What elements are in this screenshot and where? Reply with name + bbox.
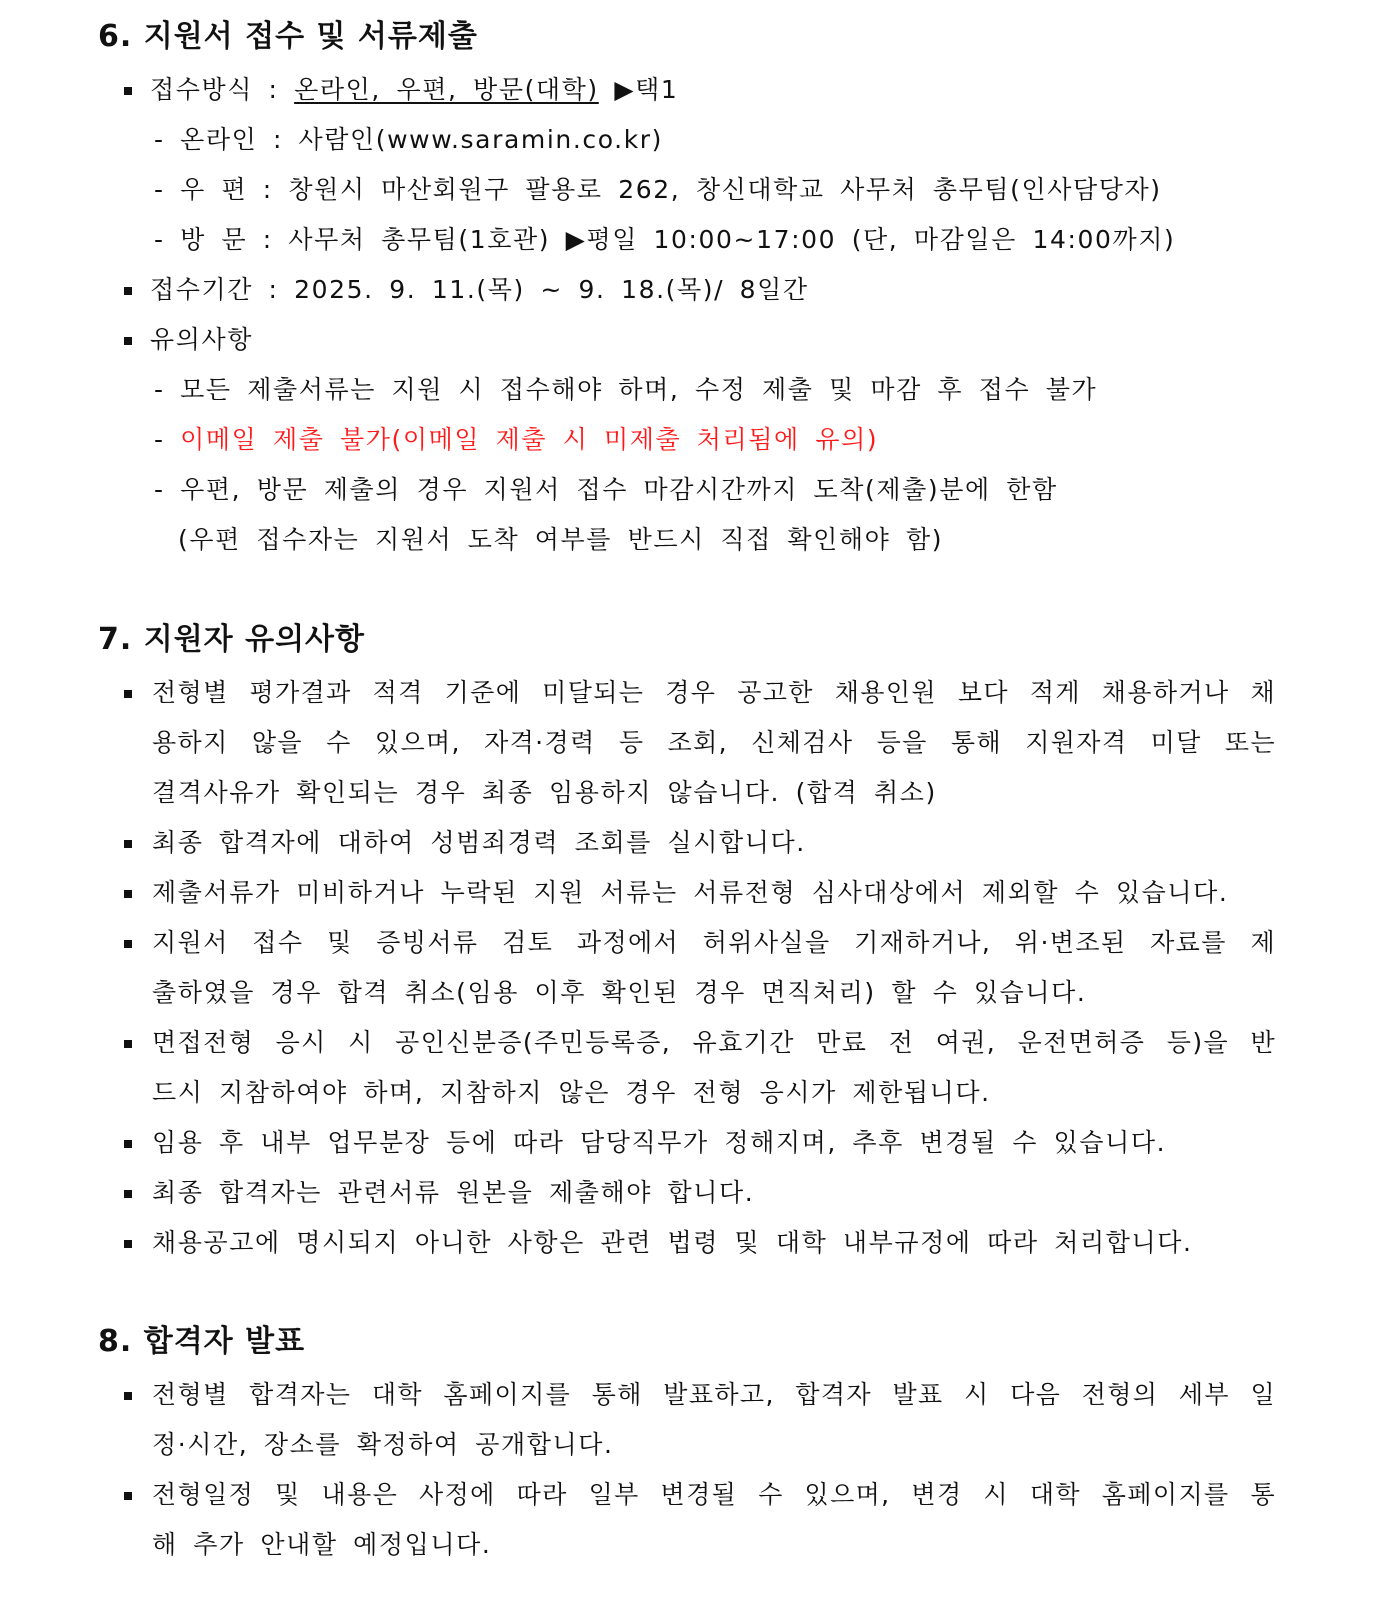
receipt-method-suffix: ▶택1 — [598, 75, 679, 104]
bullet-marker — [124, 890, 132, 898]
applicant-note-1-line-3: 결격사유가 확인되는 경우 최종 임용하지 않습니다. (합격 취소) — [152, 778, 937, 807]
bullet-marker — [124, 1492, 132, 1500]
bullet-marker — [124, 337, 132, 345]
receipt-mail: - 우 편 : 창원시 마산회원구 팔용로 262, 창신대학교 사무처 총무팀(인사담당자) — [154, 175, 1162, 204]
notes-label: 유의사항 — [150, 325, 254, 354]
applicant-note-7: 최종 합격자는 관련서류 원본을 제출해야 합니다. — [152, 1178, 755, 1207]
bullet-marker — [124, 87, 132, 95]
note-submission: - 모든 제출서류는 지원 시 접수해야 하며, 수정 제출 및 마감 후 접수 불가 — [154, 375, 1098, 404]
applicant-note-2: 최종 합격자에 대하여 성범죄경력 조회를 실시합니다. — [152, 828, 806, 857]
applicant-note-1-line-1: 전형별 평가결과 적격 기준에 미달되는 경우 공고한 채용인원 보다 적게 채용하거나 채 — [152, 678, 1276, 707]
bullet-marker — [124, 1190, 132, 1198]
receipt-online: - 온라인 : 사람인(www.saramin.co.kr) — [154, 125, 664, 154]
announcement-note-2-line-2: 해 추가 안내할 예정입니다. — [152, 1530, 492, 1559]
applicant-note-4-line-2: 출하였을 경우 합격 취소(임용 이후 확인된 경우 면직처리) 할 수 있습니다. — [152, 978, 1087, 1007]
note-email-dash: - — [154, 425, 181, 454]
section-6-title: 6. 지원서 접수 및 서류제출 — [98, 19, 478, 54]
applicant-note-3: 제출서류가 미비하거나 누락된 지원 서류는 서류전형 심사대상에서 제외할 수 있습니다. — [152, 878, 1229, 907]
section-8-title: 8. 합격자 발표 — [98, 1324, 306, 1359]
note-email-warning: 이메일 제출 불가(이메일 제출 시 미제출 처리됨에 유의) — [180, 425, 879, 454]
bullet-marker — [124, 1240, 132, 1248]
receipt-method-label: 접수방식 : — [150, 75, 295, 104]
bullet-marker — [124, 690, 132, 698]
applicant-note-5-line-1: 면접전형 응시 시 공인신분증(주민등록증, 유효기간 만료 전 여권, 운전면허증 등)을 반 — [152, 1028, 1276, 1057]
note-mail-visit-detail: (우편 접수자는 지원서 도착 여부를 반드시 직접 확인해야 함) — [178, 525, 944, 554]
bullet-marker — [124, 840, 132, 848]
receipt-method-value: 온라인, 우편, 방문(대학) — [294, 75, 599, 104]
note-mail-visit: - 우편, 방문 제출의 경우 지원서 접수 마감시간까지 도착(제출)분에 한함 — [154, 475, 1058, 504]
bullet-marker — [124, 1040, 132, 1048]
bullet-marker — [124, 287, 132, 295]
applicant-note-4-line-1: 지원서 접수 및 증빙서류 검토 과정에서 허위사실을 기재하거나, 위·변조된 자료를 제 — [152, 928, 1276, 957]
applicant-note-8: 채용공고에 명시되지 아니한 사항은 관련 법령 및 대학 내부규정에 따라 처리합니다. — [152, 1228, 1193, 1257]
bullet-marker — [124, 1140, 132, 1148]
announcement-note-2-line-1: 전형일정 및 내용은 사정에 따라 일부 변경될 수 있으며, 변경 시 대학 홈페이지를 통 — [152, 1480, 1276, 1509]
note-email — [154, 422, 878, 458]
applicant-note-5-line-2: 드시 지참하여야 하며, 지참하지 않은 경우 전형 응시가 제한됩니다. — [152, 1078, 991, 1107]
section-7-title: 7. 지원자 유의사항 — [98, 622, 366, 657]
receipt-visit: - 방 문 : 사무처 총무팀(1호관) ▶평일 10:00~17:00 (단, 마감일은 14:00까지) — [154, 225, 1176, 254]
bullet-marker — [124, 940, 132, 948]
applicant-note-6: 임용 후 내부 업무분장 등에 따라 담당직무가 정해지며, 추후 변경될 수 있습니다. — [152, 1128, 1167, 1157]
bullet-marker — [124, 1392, 132, 1400]
receipt-period: 접수기간 : 2025. 9. 11.(목) ~ 9. 18.(목)/ 8일간 — [150, 275, 809, 304]
applicant-note-1-line-2: 용하지 않을 수 있으며, 자격·경력 등 조회, 신체검사 등을 통해 지원자격 미달 또는 — [152, 728, 1276, 757]
announcement-note-1-line-1: 전형별 합격자는 대학 홈페이지를 통해 발표하고, 합격자 발표 시 다음 전형의 세부 일 — [152, 1380, 1276, 1409]
announcement-note-1-line-2: 정·시간, 장소를 확정하여 공개합니다. — [152, 1430, 614, 1459]
receipt-method — [150, 72, 678, 108]
